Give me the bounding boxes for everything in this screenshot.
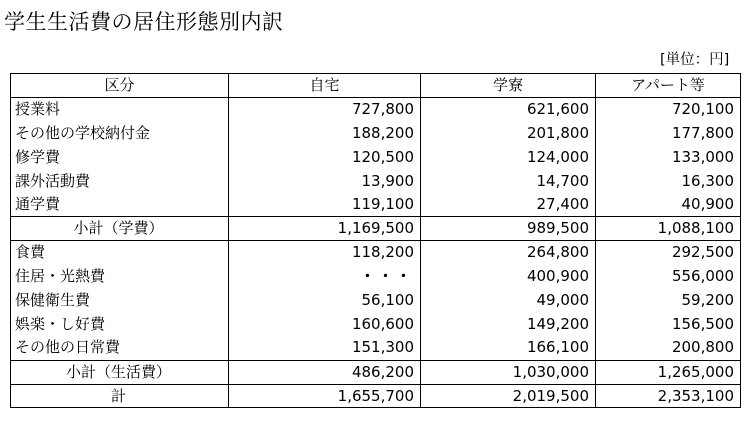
cell-home: 188,200 [229, 121, 421, 145]
row-label: 保健衛生費 [11, 289, 229, 313]
cell-dormitory: 201,800 [421, 121, 596, 145]
cell-home: ・・・ [229, 265, 421, 289]
cell-home: 486,200 [229, 360, 421, 384]
row-label: 小計（学費） [11, 217, 229, 241]
cell-apartment: 156,500 [596, 312, 741, 336]
cell-dormitory: 400,900 [421, 265, 596, 289]
cell-apartment: 16,300 [596, 169, 741, 193]
cell-dormitory: 989,500 [421, 217, 596, 241]
cell-apartment: 59,200 [596, 289, 741, 313]
row-label: 通学費 [11, 193, 229, 217]
header-category: 区分 [11, 74, 229, 98]
cell-home: 56,100 [229, 289, 421, 313]
row-label: 小計（生活費） [11, 360, 229, 384]
row-label: 娯楽・し好費 [11, 312, 229, 336]
table-row [11, 97, 741, 121]
row-label: その他の学校納付金 [11, 121, 229, 145]
row-label: 修学費 [11, 145, 229, 169]
cell-dormitory: 2,019,500 [421, 384, 596, 408]
cell-dormitory: 124,000 [421, 145, 596, 169]
cell-dormitory: 621,600 [421, 97, 596, 121]
cell-home: 151,300 [229, 336, 421, 360]
cell-apartment: 177,800 [596, 121, 741, 145]
cell-home: 118,200 [229, 241, 421, 265]
cell-dormitory: 27,400 [421, 193, 596, 217]
table-row [11, 169, 741, 193]
row-label: 食費 [11, 241, 229, 265]
cell-dormitory: 166,100 [421, 336, 596, 360]
expense-table [10, 73, 741, 408]
cell-apartment: 556,000 [596, 265, 741, 289]
table-row [11, 312, 741, 336]
table-title: 学生生活費の居住形態別内訳 [4, 10, 284, 34]
subtotal-row-living [11, 360, 741, 384]
cell-dormitory: 264,800 [421, 241, 596, 265]
cell-home: 727,800 [229, 97, 421, 121]
cell-apartment: 1,265,000 [596, 360, 741, 384]
cell-apartment: 720,100 [596, 97, 741, 121]
header-dormitory: 学寮 [421, 74, 596, 98]
total-row [11, 384, 741, 408]
cell-apartment: 200,800 [596, 336, 741, 360]
row-label: その他の日常費 [11, 336, 229, 360]
cell-dormitory: 1,030,000 [421, 360, 596, 384]
cell-dormitory: 49,000 [421, 289, 596, 313]
subtotal-row-tuition [11, 217, 741, 241]
table-row [11, 241, 741, 265]
cell-apartment: 133,000 [596, 145, 741, 169]
row-label: 授業料 [11, 97, 229, 121]
table-row [11, 193, 741, 217]
header-home: 自宅 [229, 74, 421, 98]
cell-dormitory: 14,700 [421, 169, 596, 193]
cell-home: 119,100 [229, 193, 421, 217]
cell-home: 120,500 [229, 145, 421, 169]
cell-home: 13,900 [229, 169, 421, 193]
table-row [11, 265, 741, 289]
table-row [11, 145, 741, 169]
table-row [11, 121, 741, 145]
header-row [11, 74, 741, 98]
table-row [11, 289, 741, 313]
cell-apartment: 292,500 [596, 241, 741, 265]
row-label: 課外活動費 [11, 169, 229, 193]
unit-label: [単位：円] [660, 52, 730, 68]
header-apartment: アパート等 [596, 74, 741, 98]
cell-apartment: 2,353,100 [596, 384, 741, 408]
row-label: 住居・光熱費 [11, 265, 229, 289]
cell-home: 160,600 [229, 312, 421, 336]
cell-apartment: 40,900 [596, 193, 741, 217]
cell-home: 1,169,500 [229, 217, 421, 241]
cell-dormitory: 149,200 [421, 312, 596, 336]
table-row [11, 336, 741, 360]
cell-apartment: 1,088,100 [596, 217, 741, 241]
row-label: 計 [11, 384, 229, 408]
cell-home: 1,655,700 [229, 384, 421, 408]
